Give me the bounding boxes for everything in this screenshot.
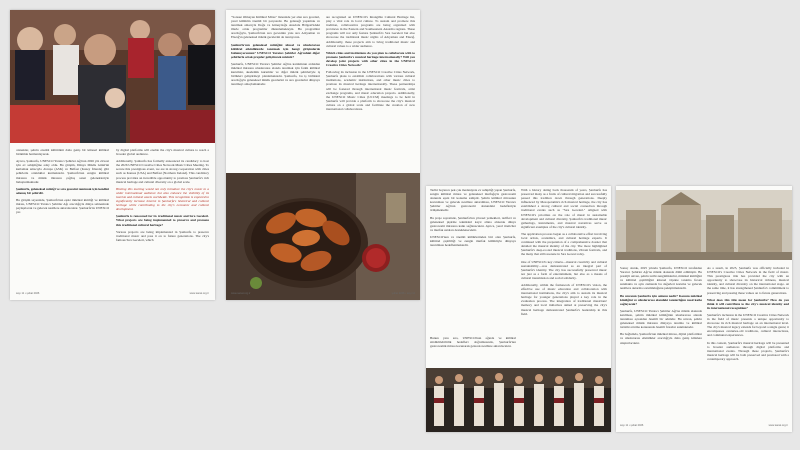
s3-col1-paragraph-3: Şanlıurfa, UNESCO Yaratıcı Şehirler Ağı'na müzik alanında katılması, şehrin müzikal kimliğinin uluslararası alanda tanınması açısından önemli bir adımdır. Bu unvan, şehrin geleneksel müzik mirasını dünyaya tanıtma ve kültürel turizmi artırma konusunda önemli fırsatlar sunmaktadır. <box>620 308 702 330</box>
s3-col1-paragraph-4: Bu bağlamda, Şanlıurfa'nın müzikal mirası, dijital platformlar ve uluslararası etkinlikler aracılığıyla daha geniş kitlelere ulaştırılacaktır. <box>620 332 702 345</box>
right-top-paragraph-1: "Sonsuz Olmayan Kültürel Miras" listesinde yer alan sıra geceleri, yerel kültürün önemli bir parçasıdır. Bu geleneği yaşatmak ve tanıtmak amacıyla Doğu ve Güneydoğu Anadolu Bölgesi'ndeki illerle ortak programlar düzenlemekteyiz. Bu programlar aracılığıyla, Şanlıurfa'nın sıra gecesinin yanı sıra Adıyaman ve Elazığ'ın geleneksel müzik gecelerini de tanıtıyoruz. <box>231 15 320 40</box>
left-col-paragraph-3: Bu girişim sayesinde, Şanlıurfa'nın eşsiz müzikal kimliği ve kültürel mirası, UNESCO Yaratıcı Şehirler Ağı aracılığıyla dünya sahnesinde paylaşılacak ve gelecek nesillere aktarılacaktır. Şanlıurfa'da UNESCO yer. <box>16 197 109 215</box>
right-page-footer-right: şubat 2026 • sayı 11 <box>391 292 415 295</box>
left-col-paragraph-1: Ayrıca, Şanlıurfa, UNESCO Yaratıcı Şehirler Ağı'nın 2026 yılı zirvesi için ev sahipliğine aday oldu. Bu girişim, Dünya Müzik Günü'nü kutlamak amacıyla Avrupa (ASK) ve Belfast (Kuzey İrlanda) gibi şehirlerle ortaklıklar kurmaktadır. Şanlıurfa'nın zengin kültürel mirasını ve müzik mirasını çağdaş sanat gelenekleriyle buluşturmaktadır. <box>16 159 109 184</box>
crowd-photo <box>10 10 215 143</box>
s3-col2-paragraph-1: As a result, in 2025, Şanlıurfa was officially included in UNESCO's Creative Cities Network in the field of music. This prestigious title has provided the city with an opportunity to showcase its historical richness, musical identity, and cultural diversity on the international stage. At the same time, it has strengthened Şanlıurfa's commitment to preserving and passing these values on to future generations. <box>707 266 789 295</box>
spread1-right-page <box>226 10 420 300</box>
right-top-en-question: Which cities and institutions do you plan to collaborate with to promote Şanlıurfa's musical heritage internationally? Will you develop joint projects with other cities in the UNESCO Creative Cities Network? <box>326 50 415 68</box>
performers-photo <box>426 368 611 432</box>
left-col-question: Şanlıurfa, geleneksel müziği ve sıra gecesini tanıtmak için kendini adamış bir şehirdir. <box>16 186 109 195</box>
s3-col2-paragraph-3: Şanlıurfa's inclusion in the UNESCO Creative Cities Network in the field of music presents a unique opportunity to showcase its rich musical heritage on an international level. The city's musical legacy extends far beyond a single genre; it encompasses centuries-old traditions, cultural interactions, and communal experiences. <box>707 312 789 338</box>
mid-col-paragraph-3: Hosting this meeting would not only introduce the city's music to a wider international audience but also enhance the visibility of its tourism and cultural assets worldwide. This recognition is expected to significantly increase interest in Şanlıurfa's historical and cultural heritage while contributing to the city's economic and cultural development. <box>116 186 209 212</box>
right-top-paragraph-3: Şanlıurfa, UNESCO Yaratıcı Şehirler Ağı'na katılımının ardından müzikal mirasını uluslararası alanda tanıtmak için farklı kültürel kurumlar, akademik kurumlar ve diğer müzik şehirleriyle iş birlikleri geliştirmeyi planlamaktadır. Şanlıurfa, bu iş birlikleri aracılığıyla geleneksel müzik gecelerini ve sıra gecelerini dünyaya tanıtmayı amaçlamaktadır. <box>231 61 320 87</box>
page-footer-left: sayı 11 • şubat 2026 <box>16 292 40 295</box>
s3-footer-left: sayı 11 • şubat 2026 <box>620 424 644 427</box>
s3-col2-paragraph-4: In this context, Şanlıurfa's musical heritage will be presented to broader audiences through digital platforms and international events. Through these projects, Şanlıurfa's musical heritage will be both preserved and promoted with a contemporary approach. <box>707 340 789 361</box>
city-photo <box>616 190 792 260</box>
right-top-question: Şanlıurfa'nın geleneksel müziğini ulusal ve uluslararası kültürel etkinliklerde tanıtmak için hangi girişimlerde bulunuyorsunuz? UNESCO Yaratıcı Şehirler Ağı'ndaki diğer şehirlerle ortak projeler geliştirecek misiniz? <box>231 42 320 59</box>
s2-col1-paragraph-4: Bunun yanı sıra, UNESCO'nun ağında ve kültürel sürdürülebilirlik hedefleri doğrultusunda, Şanlıurfa'nın gastronomik mirası korunarak gelecek nesillere aktarılacaktır. <box>430 336 516 349</box>
mid-col-paragraph-2: Additionally, Şanlıurfa has formally announced its candidacy to host the 2026 UNESCO Creative Cities Network Music Cities Meeting. To secure this prestigious event, we are in strong cooperation with cities such as Kansas (USA) and Belfast (Northern Ireland). This candidacy process provides an incredible opportunity to promote Şanlıurfa's rich musical heritage and cultural diversity on a global scale. <box>116 159 209 184</box>
mid-col-question: Şanlıurfa is renowned for its traditional music and Sıra Geceleri. What projects are being implemented to preserve and promote this traditional cultural heritage? <box>116 214 209 227</box>
spread3-page <box>616 186 792 432</box>
s2-col1-paragraph-1: Tarihi boyunca pek çok medeniyete ev sahipliği yapan Şanlıurfa, zengin kültürel mirası ve geleneksel mutfağıyla gastronomi alanında eşsiz bir konuma sahiptir. Şehrin kültürel mirasının korunması ve gelecek nesillere aktarılması, UNESCO Yaratıcı Şehirler Ağı'nın gastronomi alanındaki hedefleriyle örtüşmektedir. <box>430 188 516 213</box>
s2-col2-paragraph-3: One of UNESCO's key criteria—musical creativity and cultural sustainability—was demonstrated as an integral part of Şanlıurfa's identity. The city has successfully preserved music not just as a form of entertainment, but also as a means of cultural transmission and social solidarity. <box>521 259 607 280</box>
right-page-footer-left: www.sanat.org.tr <box>231 292 251 295</box>
spread1-left-page <box>10 10 215 300</box>
s3-col2-question: What does this title mean for Şanlıurfa? How do you think it will contribute to the city's musical identity and its international recognition? <box>707 297 789 310</box>
s2-col2-paragraph-1: With a history dating back thousands of years, Şanlıurfa has preserved many as a fruits of cultural migration and successfully passed this tradition down through generations. Deeply influenced by Mesopotamia's rich musical heritage, the city has established a strong cultural and social connection through traditional events such as "Sıra Geceleri." Aligned with UNESCO's priorities on the role of music in sustainable development and cultural diversity, Şanlıurfa's traditional music gatherings, instruments, and musical narratives serve as significant examples of the city's cultural identity. <box>521 188 607 229</box>
s3-col1-question: Bu unvanın Şanlıurfa için anlamı nedir? Konum müzikal kimliğini ve uluslararası alandaki tanınırlığını nasıl katkı sağlayacak? <box>620 293 702 306</box>
s3-footer-right: www.sanat.org.tr <box>768 424 788 427</box>
mid-col-paragraph-1: by digital platforms will enable the city's musical culture to reach a broader global audience. <box>116 148 209 157</box>
page-footer-right: www.sanat.org.tr <box>189 292 209 295</box>
s3-col1-paragraph-1: Sonuç olarak, 2025 yılında Şanlıurfa, UNESCO tarafından Yaratıcı Şehirler Ağı'na müzik alanında dâhil edilmiştir. Bu prestijli unvan, şehrin tarihi zenginliklerini, müzikal kimliğini ve kültürel çeşitliliğini küresel ölçekte tanıtma fırsatı sunmakta ve aynı zamanda bu değerleri koruma ve gelecek nesillere aktarma sorumluluğunu pekiştirmektedir. <box>620 266 702 291</box>
s2-col1-paragraph-2: Bu proje sayesinde, Şanlıurfa'nın yöresel yemekleri, tarifleri ve geleneksel pişirme teknikleri kayıt altına alınarak dünya gastronomi mirasına katkı sağlanacaktır. Ayrıca, yerel üreticiler ve mutfak ustaları desteklenecektir. <box>430 215 516 232</box>
mid-col-paragraph-5: Various projects are being implemented in Şanlıurfa to preserve traditional music and pass it on to future generations. The city's famous Sıra Geceleri, which <box>116 229 209 242</box>
right-top-en-paragraph-3: Following its inclusion in the UNESCO Creative Cities Network, Şanlıurfa plans to establish collaborations with various cultural institutions, academic institutions, and other music cities to promote its musical heritage internationally. These partnerships will be fostered through international music festivals, artist exchange programs, and music education projects. Additionally, the UNESCO Music Cities (UCCM) meetings to be held in Şanlıurfa will provide a platform to showcase the city's musical culture on a global scale and facilitate the creation of new international collaborations. <box>326 70 415 111</box>
s2-col1-paragraph-3: UNESCO'nun ve önemli kültürlerinden biri olan Şanlıurfa, kültürel çeşitliliği ve zengin mutfak kültürüyle dünyaya tanıtılması hedeflenmektedir. <box>430 234 516 248</box>
food-photo <box>226 173 420 300</box>
s2-col2-paragraph-2: The application process began as a collaborative effort involving local artists, academics, and cultural heritage experts. It continued with the preparation of a comprehensive dossier that detailed the musical identity of the city. The more highlighted Şanlıurfa's deep-rooted musical traditions, vibrant festivals, and the many that still resonate in Sıra Gecesi today. <box>521 231 607 257</box>
s2-col2-paragraph-4: Additionally, within the framework of UNESCO's vision, the effective use of music education and collaboration with international institutions, the city's aim to sustain its musical heritage for younger generations played a key role in the evaluation process. The integration of traditional musicians' memory and local initiatives aimed at preserving the city's musical heritage demonstrated Şanlıurfa's leadership in this field. <box>521 282 607 316</box>
left-caption: olanaklar, şehrin enstitü kültürünü daha geniş bir küresel kültürel birikimle harmanlayarak. <box>16 148 109 157</box>
right-top-en-paragraph-1: are recognized on UNESCO's Intangible Cultural Heritage list, play a vital role in local culture. To sustain and promote this tradition, collaborative programs are being organized with provinces in the Eastern and Southeastern Anatolia regions. These programs will not only feature Şanlıurfa's Sıra Geceleri but also showcase the traditional music nights of Adıyaman and Elazığ. Additionally, these projects aim to bring traditional music and cultural values to a wider audience. <box>326 15 415 48</box>
